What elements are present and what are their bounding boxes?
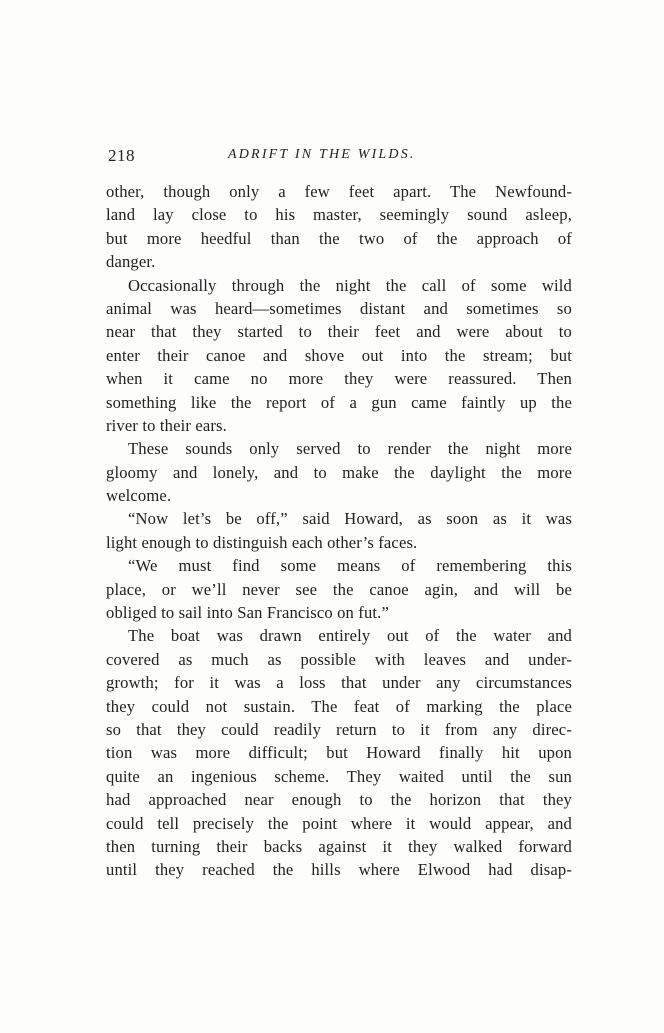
text-line: something like the report of a gun came faintly up the: [106, 392, 572, 412]
text-line: “We must find some means of remembering this: [128, 556, 572, 576]
text-line: other, though only a few feet apart. The Newfound-: [106, 182, 572, 201]
text-line: when it came no more they were reassured. Then: [106, 369, 572, 389]
running-head: [108, 146, 572, 168]
body-text: [106, 180, 572, 882]
text-line: then turning their backs against it they walked forward: [106, 836, 572, 856]
text-line: so that they could readily return to it from any direc-: [106, 719, 572, 739]
running-title: ADRIFT IN THE WILDS.: [228, 147, 416, 162]
text-line: These sounds only served to render the night more: [128, 439, 572, 459]
text-line: light enough to distinguish each other’s faces.: [106, 532, 418, 552]
text-line: river to their ears.: [106, 415, 227, 435]
page-number: 218: [108, 146, 135, 165]
text-line: had approached near enough to the horizon that they: [106, 790, 572, 810]
text-line: near that they started to their feet and were about to: [106, 322, 572, 342]
text-line: The boat was drawn entirely out of the water and: [128, 626, 572, 646]
text-line: quite an ingenious scheme. They waited until the sun: [106, 766, 572, 786]
text-line: Occasionally through the night the call of some wild: [128, 275, 572, 295]
text-line: growth; for it was a loss that under any circumstances: [106, 673, 572, 693]
text-line: tion was more difficult; but Howard finally hit upon: [106, 743, 572, 763]
text-line: “Now let’s be off,” said Howard, as soon as it was: [128, 509, 572, 529]
text-line: but more heedful than the two of the approach of: [106, 228, 572, 248]
text-line: enter their canoe and shove out into the stream; but: [106, 345, 572, 365]
text-line: welcome.: [106, 486, 172, 506]
text-line: gloomy and lonely, and to make the daylight the more: [106, 462, 572, 482]
text-line: danger.: [106, 252, 156, 272]
text-line: land lay close to his master, seemingly sound asleep,: [106, 205, 572, 225]
text-line: they could not sustain. The feat of marking the place: [106, 696, 572, 716]
text-line: until they reached the hills where Elwood had disap-: [106, 860, 572, 880]
text-line: animal was heard—sometimes distant and sometimes so: [106, 298, 572, 318]
text-line: place, or we’ll never see the canoe agin, and will be: [106, 579, 572, 599]
text-line: could tell precisely the point where it would appear, and: [106, 813, 572, 833]
text-line: covered as much as possible with leaves and under-: [106, 649, 572, 669]
text-line: obliged to sail into San Francisco on fut.”: [106, 603, 389, 623]
